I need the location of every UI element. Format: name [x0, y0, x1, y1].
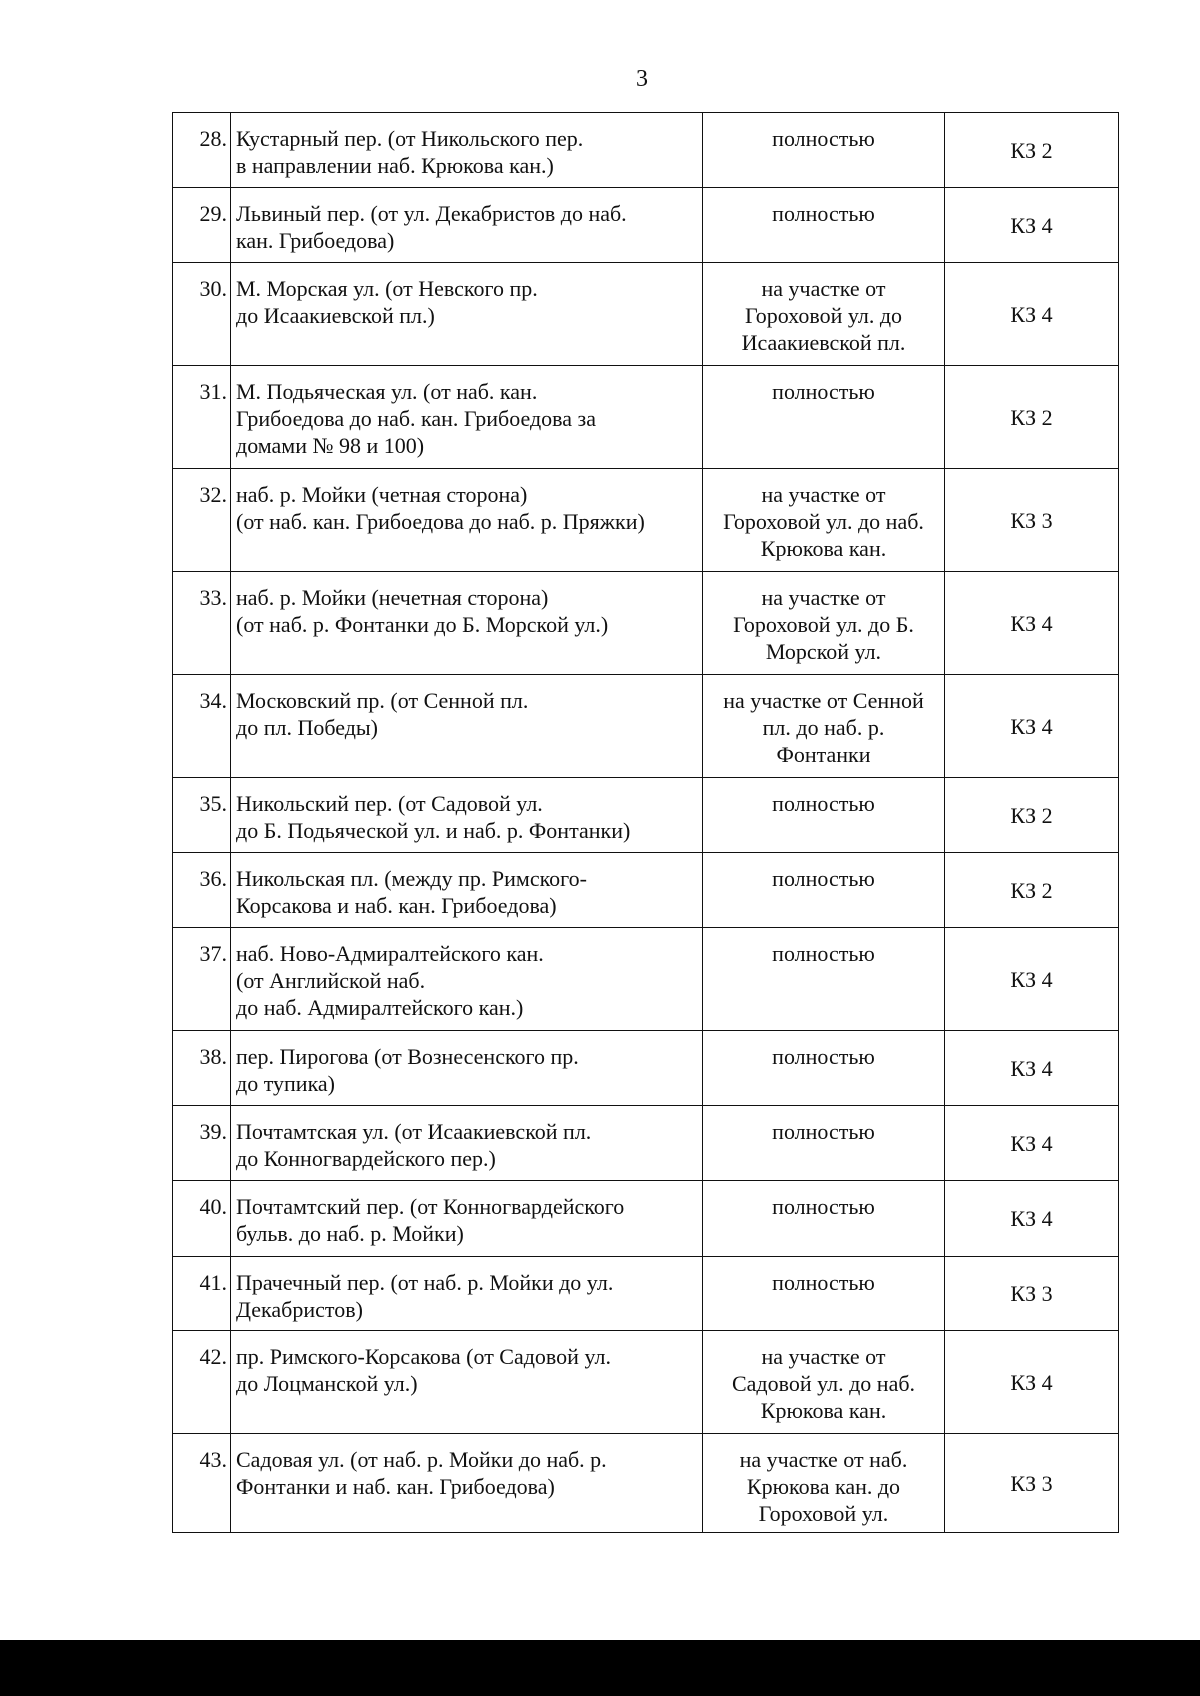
street-name-cell [231, 778, 703, 853]
extent-cell [703, 263, 945, 366]
street-name-line: бульв. до наб. р. Мойки) [236, 1221, 464, 1246]
table-row [173, 263, 1119, 366]
extent-cell [703, 853, 945, 928]
extent-line: на участке от [761, 1344, 886, 1369]
extent-line: полностью [772, 941, 875, 966]
row-number: 34. [173, 675, 231, 778]
extent-line: Морской ул. [765, 639, 882, 664]
extent-line: полностью [772, 866, 875, 891]
street-name-line: Московский пр. (от Сенной пл. [236, 688, 529, 713]
extent-line: Гороховой ул. до [744, 303, 903, 328]
row-number: 29. [173, 188, 231, 263]
extent-line: полностью [772, 1119, 875, 1144]
street-name-line: Львиный пер. (от ул. Декабристов до наб. [236, 201, 627, 226]
extent-line: Крюкова кан. [760, 1398, 887, 1423]
zone-cell: КЗ 3 [945, 469, 1119, 572]
street-name-cell [231, 853, 703, 928]
row-number: 38. [173, 1031, 231, 1106]
zone-cell: КЗ 4 [945, 1181, 1119, 1257]
table-row [173, 1434, 1119, 1533]
row-number: 32. [173, 469, 231, 572]
street-name-line: Почтамтский пер. (от Конногвардейского [236, 1194, 625, 1219]
street-name-line: (от Английской наб. [236, 968, 426, 993]
zone-cell: КЗ 2 [945, 113, 1119, 188]
row-number: 43. [173, 1434, 231, 1533]
extent-line: Садовой ул. до наб. [731, 1371, 916, 1396]
zone-cell: КЗ 4 [945, 675, 1119, 778]
scan-border-bar [0, 1640, 1200, 1696]
street-name-line: до пл. Победы) [236, 715, 379, 740]
extent-cell [703, 1434, 945, 1533]
street-name-cell [231, 1331, 703, 1434]
street-name-line: кан. Грибоедова) [236, 228, 395, 253]
table-row [173, 928, 1119, 1031]
table-row [173, 1257, 1119, 1331]
row-number: 31. [173, 366, 231, 469]
extent-line: на участке от [761, 482, 886, 507]
extent-cell [703, 928, 945, 1031]
extent-line: пл. до наб. р. [762, 715, 885, 740]
table-row [173, 1331, 1119, 1434]
extent-cell [703, 366, 945, 469]
extent-line: Фонтанки [776, 742, 871, 767]
street-name-line: пр. Римского-Корсакова (от Садовой ул. [236, 1344, 611, 1369]
extent-cell [703, 188, 945, 263]
row-number: 41. [173, 1257, 231, 1331]
street-name-line: Никольская пл. (между пр. Римского- [236, 866, 587, 891]
street-name-line: М. Морская ул. (от Невского пр. [236, 276, 538, 301]
zone-cell: КЗ 4 [945, 572, 1119, 675]
table-row [173, 1181, 1119, 1257]
street-name-cell [231, 188, 703, 263]
extent-line: Гороховой ул. до Б. [733, 612, 914, 637]
table-row [173, 1106, 1119, 1181]
extent-line: Исаакиевской пл. [741, 330, 906, 355]
street-name-cell [231, 1106, 703, 1181]
row-number: 30. [173, 263, 231, 366]
zone-cell: КЗ 4 [945, 188, 1119, 263]
zone-cell: КЗ 4 [945, 1331, 1119, 1434]
extent-cell [703, 113, 945, 188]
zone-cell: КЗ 4 [945, 1031, 1119, 1106]
extent-cell [703, 1106, 945, 1181]
street-name-line: до Б. Подьяческой ул. и наб. р. Фонтанки) [236, 818, 631, 843]
street-name-cell [231, 928, 703, 1031]
table-row [173, 366, 1119, 469]
row-number: 42. [173, 1331, 231, 1434]
row-number: 28. [173, 113, 231, 188]
street-name-cell [231, 1257, 703, 1331]
table-row [173, 853, 1119, 928]
extent-line: Крюкова кан. до [746, 1474, 901, 1499]
extent-cell [703, 1181, 945, 1257]
zone-cell: КЗ 4 [945, 1106, 1119, 1181]
extent-line: на участке от [761, 585, 886, 610]
row-number: 40. [173, 1181, 231, 1257]
street-name-cell [231, 572, 703, 675]
extent-cell [703, 1257, 945, 1331]
zone-cell: КЗ 4 [945, 263, 1119, 366]
street-name-cell [231, 1181, 703, 1257]
street-name-line: до Исаакиевской пл.) [236, 303, 435, 328]
page-number: 3 [636, 66, 648, 92]
street-name-line: наб. р. Мойки (нечетная сторона) [236, 585, 549, 610]
extent-line: Крюкова кан. [760, 536, 887, 561]
street-name-line: в направлении наб. Крюкова кан.) [236, 153, 554, 178]
street-name-line: (от наб. р. Фонтанки до Б. Морской ул.) [236, 612, 609, 637]
street-name-line: наб. Ново-Адмиралтейского кан. [236, 941, 544, 966]
street-name-line: Фонтанки и наб. кан. Грибоедова) [236, 1474, 555, 1499]
table-body [173, 113, 1119, 1533]
table-row [173, 188, 1119, 263]
zone-cell: КЗ 3 [945, 1257, 1119, 1331]
table-row [173, 1031, 1119, 1106]
street-name-cell [231, 263, 703, 366]
table-row [173, 778, 1119, 853]
row-number: 35. [173, 778, 231, 853]
street-name-line: пер. Пирогова (от Вознесенского пр. [236, 1044, 579, 1069]
extent-cell [703, 1331, 945, 1434]
street-name-line: Почтамтская ул. (от Исаакиевской пл. [236, 1119, 592, 1144]
extent-cell [703, 469, 945, 572]
extent-line: полностью [772, 1194, 875, 1219]
extent-cell [703, 572, 945, 675]
extent-cell [703, 1031, 945, 1106]
extent-line: полностью [772, 791, 875, 816]
extent-line: Гороховой ул. до наб. [723, 509, 924, 534]
street-name-line: Корсакова и наб. кан. Грибоедова) [236, 893, 557, 918]
street-name-cell [231, 113, 703, 188]
street-name-line: до наб. Адмиралтейского кан.) [236, 995, 524, 1020]
extent-cell [703, 778, 945, 853]
zone-cell: КЗ 2 [945, 853, 1119, 928]
street-name-line: (от наб. кан. Грибоедова до наб. р. Пряжки) [236, 509, 645, 534]
street-table [172, 112, 1119, 1533]
street-name-line: Прачечный пер. (от наб. р. Мойки до ул. [236, 1270, 614, 1295]
zone-cell: КЗ 4 [945, 928, 1119, 1031]
extent-line: полностью [772, 1270, 875, 1295]
extent-line: на участке от [761, 276, 886, 301]
street-name-cell [231, 1031, 703, 1106]
street-name-line: до тупика) [236, 1071, 336, 1096]
extent-line: полностью [772, 379, 875, 404]
row-number: 33. [173, 572, 231, 675]
street-name-line: Декабристов) [236, 1297, 363, 1322]
street-name-cell [231, 1434, 703, 1533]
table-row [173, 469, 1119, 572]
row-number: 36. [173, 853, 231, 928]
street-name-cell [231, 675, 703, 778]
street-name-cell [231, 366, 703, 469]
table-row [173, 572, 1119, 675]
street-name-line: Никольский пер. (от Садовой ул. [236, 791, 543, 816]
table-row [173, 675, 1119, 778]
street-name-line: домами № 98 и 100) [236, 433, 425, 458]
extent-line: Гороховой ул. [758, 1501, 889, 1526]
row-number: 37. [173, 928, 231, 1031]
extent-line: на участке от Сенной [723, 688, 924, 713]
extent-line: полностью [772, 126, 875, 151]
row-number: 39. [173, 1106, 231, 1181]
street-name-line: М. Подьяческая ул. (от наб. кан. [236, 379, 538, 404]
zone-cell: КЗ 3 [945, 1434, 1119, 1533]
street-name-line: наб. р. Мойки (четная сторона) [236, 482, 528, 507]
extent-line: полностью [772, 1044, 875, 1069]
extent-line: на участке от наб. [739, 1447, 908, 1472]
street-name-line: Садовая ул. (от наб. р. Мойки до наб. р. [236, 1447, 607, 1472]
zone-cell: КЗ 2 [945, 778, 1119, 853]
extent-line: полностью [772, 201, 875, 226]
street-name-line: Грибоедова до наб. кан. Грибоедова за [236, 406, 596, 431]
table-row [173, 113, 1119, 188]
zone-cell: КЗ 2 [945, 366, 1119, 469]
extent-cell [703, 675, 945, 778]
street-name-cell [231, 469, 703, 572]
street-name-line: до Конногвардейского пер.) [236, 1146, 496, 1171]
street-name-line: Кустарный пер. (от Никольского пер. [236, 126, 584, 151]
street-name-line: до Лоцманской ул.) [236, 1371, 418, 1396]
